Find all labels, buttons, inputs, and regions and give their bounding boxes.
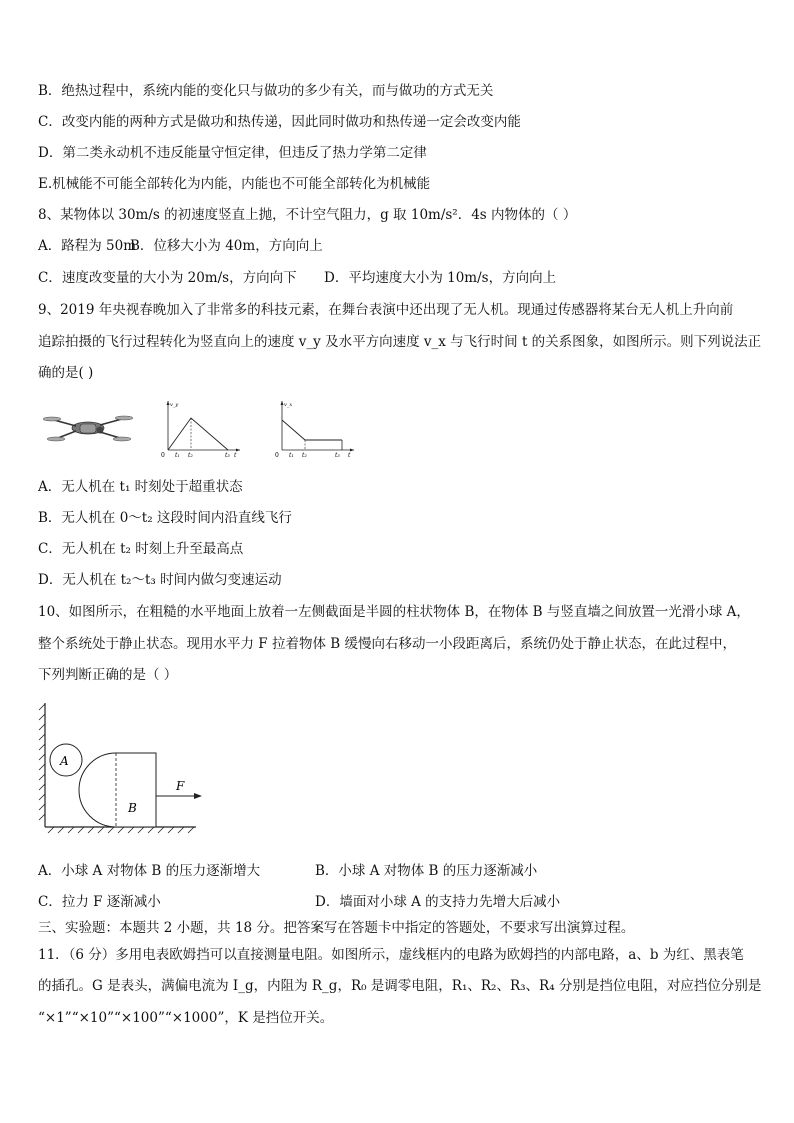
vy-graph-tick-t1: t₁ xyxy=(175,452,180,459)
vx-graph-line xyxy=(282,420,342,440)
question-9-line-3: 确的是( ) xyxy=(38,365,94,381)
q10-figure xyxy=(36,700,216,835)
vx-graph-tick-t1: t₁ xyxy=(289,452,294,459)
q10-option-b: B．小球 A 对物体 B 的压力逐渐减小 xyxy=(315,863,538,879)
question-10-line-3: 下列判断正确的是（ ） xyxy=(38,667,178,683)
vx-graph-tick-t2: t₂ xyxy=(302,452,307,459)
vy-graph-x-arrow xyxy=(236,449,240,452)
vy-graph-x-label: t xyxy=(234,452,237,459)
vx-graph-x-label: t xyxy=(348,452,351,459)
question-10-line-2: 整个系统处于静止状态。现用水平力 F 拉着物体 B 缓慢向右移动一小段距离后，系统仍处于静止状态，在此过程中， xyxy=(38,636,736,652)
ground-hatching xyxy=(48,827,194,833)
force-f-label: F xyxy=(176,779,185,793)
wall-hatching xyxy=(39,704,45,820)
vx-graph-x-arrow xyxy=(350,449,354,452)
vx-graph-y-label: v_x xyxy=(284,402,293,408)
q8-option-d: D．平均速度大小为 10m/s，方向向上 xyxy=(324,270,557,286)
vy-graph-tick-t3: t₃ xyxy=(225,452,230,459)
drone-image xyxy=(42,408,134,448)
q8-option-c: C．速度改变量的大小为 20m/s，方向向下 xyxy=(38,270,297,286)
q8-option-b: B．位移大小为 40m，方向向上 xyxy=(130,238,323,254)
question-11-line-3: “×1”“×10”“×100”“×1000”，K 是挡位开关。 xyxy=(38,1010,334,1026)
option-c-q7: C．改变内能的两种方式是做功和热传递，因此同时做功和热传递一定会改变内能 xyxy=(38,114,521,130)
block-b xyxy=(79,753,156,827)
question-10-line-1: 10、如图所示，在粗糙的水平地面上放着一左侧截面是半圆的柱状物体 B，在物体 B 与竖直墙之间放置一光滑小球 A， xyxy=(38,604,750,620)
option-e-q7: E.机械能不可能全部转化为内能，内能也不可能全部转化为机械能 xyxy=(38,176,431,192)
q9-option-a: A．无人机在 t₁ 时刻处于超重状态 xyxy=(38,479,243,495)
q10-option-d: D．墙面对小球 A 的支持力先增大后减小 xyxy=(315,894,561,910)
option-b-q7: B．绝热过程中，系统内能的变化只与做功的多少有关，而与做功的方式无关 xyxy=(38,83,494,99)
vx-t-graph xyxy=(272,398,358,460)
q10-option-c: C．拉力 F 逐渐减小 xyxy=(38,894,161,910)
q10-option-a: A．小球 A 对物体 B 的压力逐渐增大 xyxy=(38,863,261,879)
question-11-line-2: 的插孔。G 是表头，满偏电流为 I_g，内阻为 R_g，R₀ 是调零电阻，R₁、R₂、R₃、R₄ 分别是挡位电阻，对应挡位分别是 xyxy=(38,978,762,994)
question-9-line-1: 9、2019 年央视春晚加入了非常多的科技元素，在舞台表演中还出现了无人机。现通过传感器将某台无人机上升向前 xyxy=(38,302,734,318)
question-11-line-1: 11．（6 分）多用电表欧姆挡可以直接测量电阻。如图所示，虚线框内的电路为欧姆挡的内部电路，a、b 为红、黑表笔 xyxy=(38,947,744,963)
q8-option-a: A．路程为 50m xyxy=(38,238,137,254)
vx-graph-tick-t3: t₃ xyxy=(335,452,340,459)
vy-graph-tick-t2: t₂ xyxy=(188,452,193,459)
vx-graph-tick-0: 0 xyxy=(275,452,279,459)
q9-option-b: B．无人机在 0～t₂ 这段时间内沿直线飞行 xyxy=(38,510,292,526)
force-arrow-head xyxy=(194,793,202,799)
option-d-q7: D．第二类永动机不违反能量守恒定律，但违反了热力学第二定律 xyxy=(38,145,427,161)
q9-option-c: C．无人机在 t₂ 时刻上升至最高点 xyxy=(38,541,244,557)
block-b-label: B xyxy=(128,801,137,815)
vy-graph-line xyxy=(168,418,228,450)
vy-graph-tick-0: 0 xyxy=(161,452,165,459)
vy-t-graph xyxy=(158,398,244,460)
section-3-heading: 三、实验题：本题共 2 小题，共 18 分。把答案写在答题卡中指定的答题处，不要求写出演算过程。 xyxy=(38,920,635,936)
ball-a-label: A xyxy=(60,754,69,768)
q9-option-d: D．无人机在 t₂～t₃ 时间内做匀变速运动 xyxy=(38,572,282,588)
vy-graph-y-label: v_y xyxy=(170,402,179,408)
question-9-line-2: 追踪拍摄的飞行过程转化为竖直向上的速度 v_y 及水平方向速度 v_x 与飞行时间 t 的关系图象，如图所示。则下列说法正 xyxy=(38,334,762,350)
question-8-stem: 8、某物体以 30m/s 的初速度竖直上抛，不计空气阻力，g 取 10m/s²．4s 内物体的（ ） xyxy=(38,207,577,223)
